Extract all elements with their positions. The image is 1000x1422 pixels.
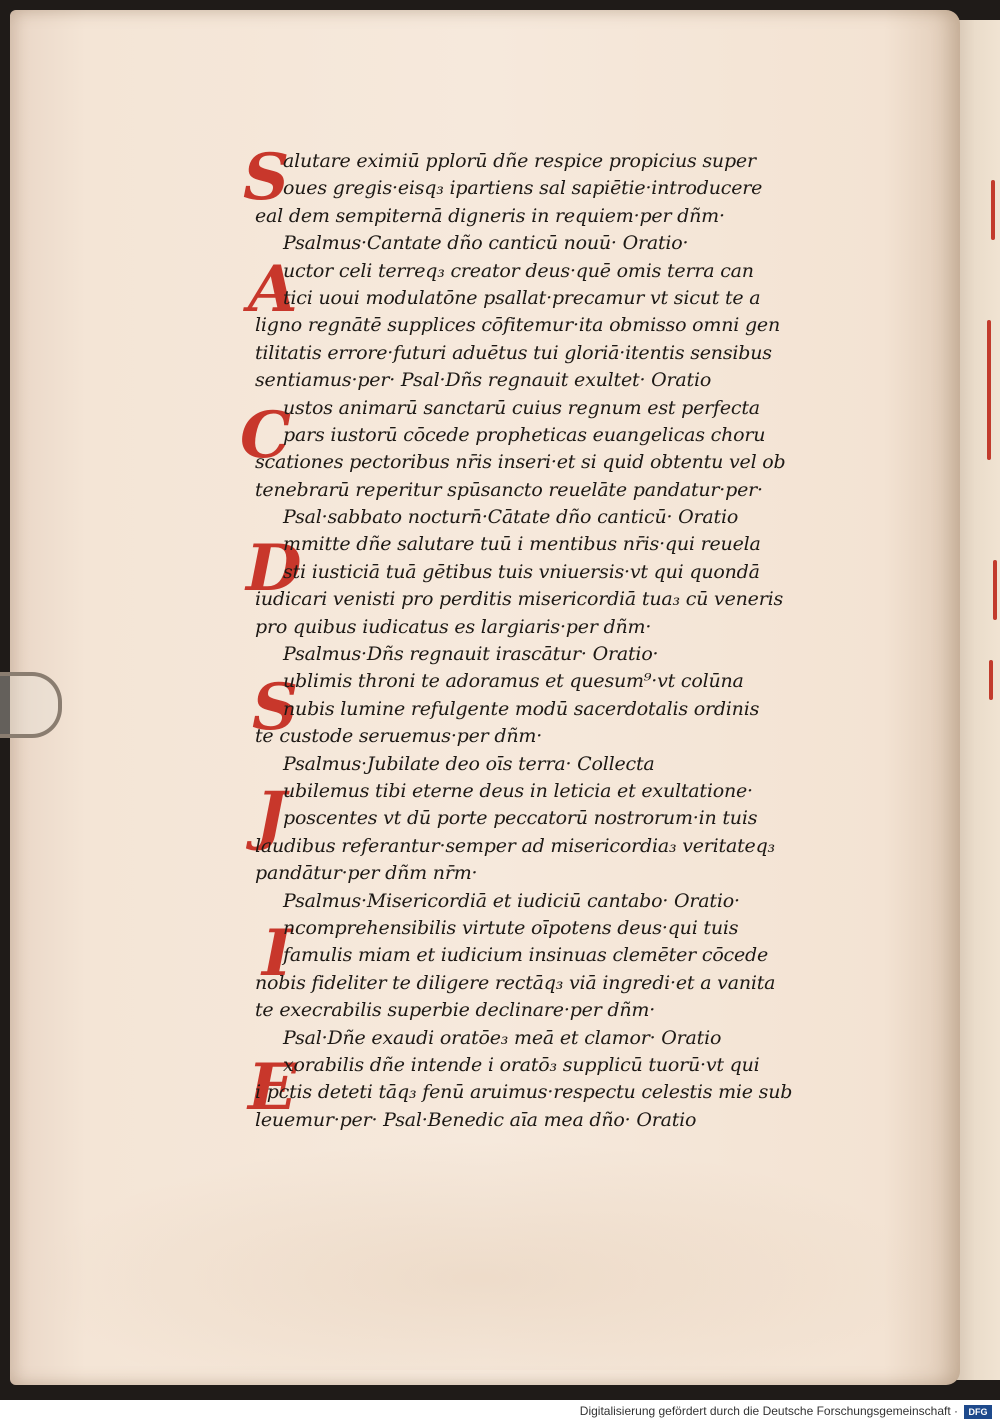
rubric-initial: C — [240, 398, 291, 473]
rubric-initial: A — [248, 252, 298, 327]
text-line: oues gregis·eisq₃ ipartiens sal sapiētie·introducere — [283, 177, 763, 200]
text-line: sti iusticiā tuā gētibus tuis vniuersis·vt qui quondā — [283, 560, 760, 583]
facing-rubric-mark — [993, 560, 997, 620]
water-stain — [30, 1140, 930, 1370]
text-line: te execrabilis superbie declinare·per dñm· — [255, 999, 656, 1022]
text-line: xorabilis dñe intende i oratō₃ supplicū tuorū·vt qui — [283, 1053, 760, 1076]
text-line: pars iustorū cōcede propheticas euangelicas choru — [283, 423, 766, 446]
footer-bar — [0, 1400, 1000, 1422]
psalm-heading: Psal·Dñe exaudi oratōe₃ meā et clamor· Oratio — [283, 1026, 722, 1049]
text-line: poscentes vt dū porte peccatorū nostrorum·in tuis — [283, 807, 758, 830]
text-line: tici uoui modulatōne psallat·precamur vt sicut te a — [283, 286, 761, 309]
text-line: ustos animarū sanctarū cuius regnum est perfecta — [283, 396, 760, 419]
text-line: nobis fideliter te diligere rectāq₃ viā ingredi·et a vanita — [255, 971, 776, 994]
rubric-initial: D — [246, 531, 302, 606]
text-line: uctor celi terreq₃ creator deus·quē omis terra can — [283, 259, 754, 282]
text-block — [255, 148, 855, 1134]
text-line: ncomprehensibilis virtute oīpotens deus·qui tuis — [283, 916, 739, 939]
text-line: i pctis deteti tāq₃ fenū aruimus·respectu celestis mie sub — [255, 1081, 793, 1104]
text-line: leuemur·per· Psal·Benedic aīa mea dño· Oratio — [255, 1108, 697, 1131]
facing-page-edge — [955, 20, 1000, 1380]
facing-rubric-mark — [989, 660, 993, 700]
text-line: laudibus referantur·semper ad misericordia₃ veritateq₃ — [255, 834, 775, 857]
rubric-initial: E — [248, 1050, 297, 1125]
rubric-initial: S — [252, 670, 299, 745]
funding-credit: Digitalisierung gefördert durch die Deutsche Forschungsgemeinschaft · — [579, 1404, 958, 1418]
text-line: nubis lumine refulgente modū sacerdotalis ordinis — [283, 697, 760, 720]
dfg-logo-icon: DFG — [964, 1405, 992, 1419]
text-line: ubilemus tibi eterne deus in leticia et exultatione· — [283, 779, 753, 802]
psalm-heading: Psalmus·Jubilate deo oīs terra· Collecta — [283, 752, 655, 775]
rubric-initial: S — [243, 140, 290, 215]
text-line: sentiamus·per· Psal·Dñs regnauit exultet· Oratio — [255, 369, 712, 392]
clasp-icon — [0, 672, 62, 738]
text-line: pandātur·per dñm nr̄m· — [255, 862, 478, 885]
text-line: eal dem sempiternā digneris in requiem·per dñm· — [255, 204, 725, 227]
text-line: mmitte dñe salutare tuū i mentibus nr̄is·qui reuela — [283, 533, 761, 556]
psalm-heading: Psal·sabbato nocturn̄·Cātate dño canticū· Oratio — [283, 506, 739, 529]
text-line: pro quibus iudicatus es largiaris·per dñm· — [255, 615, 652, 638]
rubric-initial: J — [256, 778, 287, 853]
text-line: ublimis throni te adoramus et quesum⁹·vt colūna — [283, 670, 744, 693]
text-line: tenebrarū reperitur spūsancto reuelāte pandatur·per· — [255, 478, 763, 501]
psalm-heading: Psalmus·Misericordiā et iudiciū cantabo· Oratio· — [283, 889, 740, 912]
rubric-initial: I — [262, 916, 292, 991]
text-line: tilitatis errore·futuri aduētus tui gloriā·itentis sensibus — [255, 341, 772, 364]
psalm-heading: Psalmus·Dñs regnauit irascātur· Oratio· — [283, 643, 659, 666]
facing-rubric-mark — [991, 180, 995, 240]
psalm-heading: Psalmus·Cantate dño canticū nouū· Oratio· — [283, 232, 689, 255]
text-line: alutare eximiū pplorū dñe respice propicius super — [283, 150, 756, 172]
facing-rubric-mark — [987, 320, 991, 460]
text-line: famulis miam et iudicium insinuas clemēter cōcede — [283, 944, 769, 967]
text-line: ligno regnātē supplices cōfitemur·ita obmisso omni gen — [255, 314, 780, 337]
text-line: scationes pectoribus nr̄is inseri·et si quid obtentu vel ob — [255, 451, 786, 474]
text-line: iudicari venisti pro perditis misericordiā tua₃ cū veneris — [255, 588, 784, 611]
text-line: te custode seruemus·per dñm· — [255, 725, 543, 748]
